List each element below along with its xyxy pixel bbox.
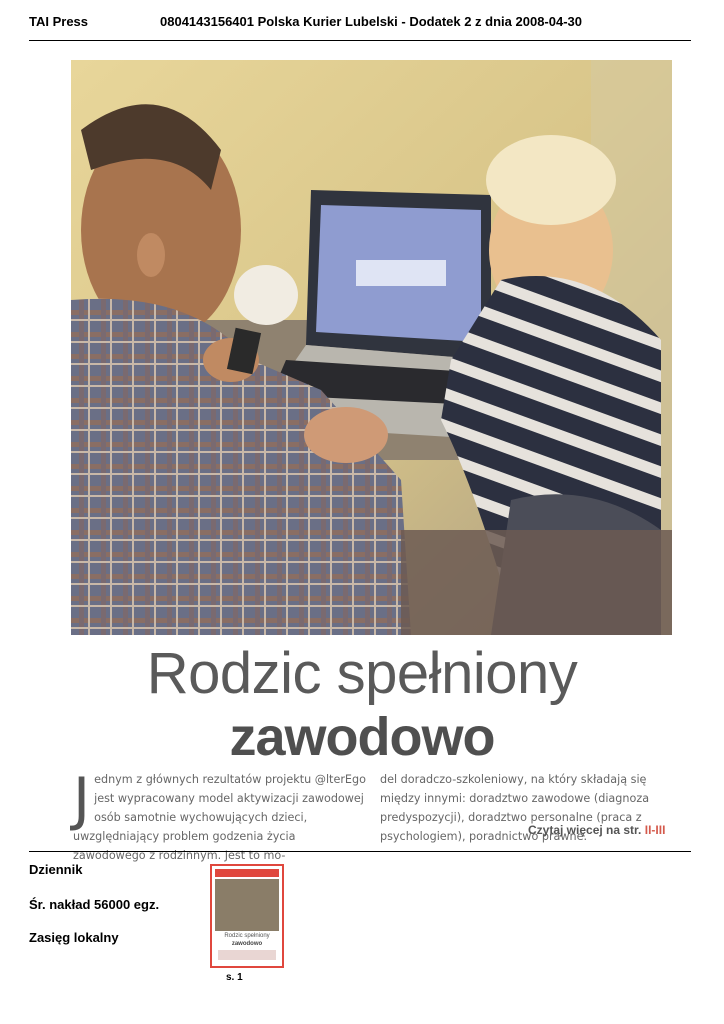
thumbnail-header-bar — [215, 869, 279, 877]
read-more-pages: II-III — [644, 823, 666, 837]
distribution-range: Zasięg lokalny — [29, 930, 119, 945]
publication-type: Dziennik — [29, 862, 83, 877]
page-header — [29, 14, 691, 34]
read-more-label: Czytaj więcej na str. — [528, 823, 642, 837]
headline-line-1: Rodzic spełniony — [146, 641, 578, 706]
source-label: TAI Press — [29, 14, 89, 29]
header-divider — [29, 40, 691, 41]
page-thumbnail[interactable] — [210, 864, 284, 968]
lead-right-text: del doradczo-szkoleniowy, na który składają się między innymi: doradztwo zawodowe (diagnoza predyspozycji), doradztwo personalne (praca z psychologiem), poradnictwo prawne. — [380, 773, 650, 843]
circulation: Śr. nakład 56000 egz. — [29, 897, 160, 912]
thumbnail-lead-block — [218, 950, 276, 960]
read-more — [528, 823, 665, 837]
drop-cap: J — [73, 765, 91, 833]
article-photo — [71, 60, 672, 635]
headline-line-2: zawodowo — [229, 707, 495, 767]
thumbnail-title-2: zawodowo — [231, 941, 263, 947]
page-number: s. 1 — [226, 972, 243, 983]
lead-left-text: ednym z głównych rezultatów projektu @lterEgo jest wypracowany model aktywizacji zawodowej osób samotnie wychowujących dzieci, uwzględniający problem godzenia życia zawodowego z rodzinnym. Jest to mo- — [73, 773, 366, 862]
thumbnail-title-1: Rodzic spełniony — [224, 933, 270, 939]
thumbnail-photo — [215, 879, 279, 931]
publication-meta: 0804143156401 Polska Kurier Lubelski - Dodatek 2 z dnia 2008-04-30 — [160, 14, 583, 29]
footer-divider — [29, 851, 691, 852]
